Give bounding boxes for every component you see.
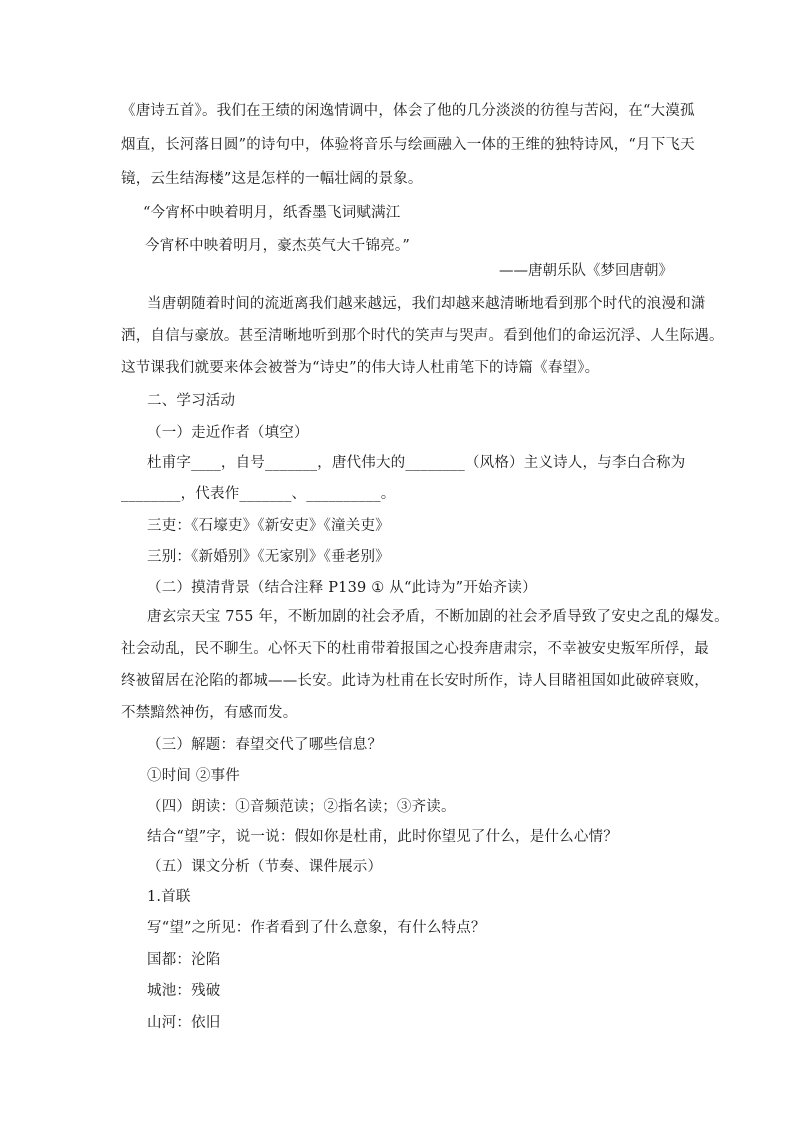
quote-line-2: 今宵杯中映着明月，豪杰英气大千锦亮。”	[145, 238, 410, 254]
quote-line-1: “今宵杯中映着明月，纸香墨飞词赋满江	[143, 205, 401, 221]
sub1-line-2: ________，代表作_______、__________。	[121, 486, 396, 502]
imagery-item: 城池：残破	[147, 983, 221, 999]
sub3-title: （三）解题：春望交代了哪些信息？	[147, 737, 383, 753]
sub4-question: 结合“望”字，说一说：假如你是杜甫，此时你望见了什么，是什么心情？	[147, 829, 618, 845]
sub5-title: （五）课文分析（节奏、课件展示）	[147, 859, 383, 875]
three-officials: 三吏：《石壕吏》《新安吏》《潼关吏》	[147, 518, 390, 534]
couplet1-question: 写“望”之所见：作者看到了什么意象，有什么特点？	[147, 920, 486, 936]
sub2-line-1: 唐玄宗天宝 755 年，不断加剧的社会矛盾，不断加剧的社会矛盾导致了安史之乱的爆发。	[147, 609, 729, 625]
para2-line-3: 这节课我们就要来体会被誉为“诗史”的伟大诗人杜甫笔下的诗篇《春望》。	[121, 360, 600, 376]
three-farewells: 三别：《新婚别》《无家别》《垂老别》	[147, 549, 390, 565]
sub3-answer: ①时间 ②事件	[147, 768, 241, 784]
sub4-title: （四）朗读：①音频范读；②指名读；③齐读。	[147, 799, 456, 815]
para2-line-1: 当唐朝随着时间的流逝离我们越来越远，我们却越来越清晰地看到那个时代的浪漫和潇	[147, 296, 706, 312]
sub2-title: （二）摸清背景（结合注释 P139 ① 从“此诗为”开始齐读）	[147, 580, 537, 596]
intro-line-1: 《唐诗五首》。我们在王绩的闲逸情调中，体会了他的几分淡淡的彷徨与苦闷，在“大漠孤	[121, 103, 695, 119]
couplet1-title: 1.首联	[147, 889, 191, 905]
sub1-line-1: 杜甫字____，自号_______，唐代伟大的________（风格）主义诗人，与李白合称为	[147, 455, 686, 471]
section2-title: 二、学习活动	[147, 393, 236, 409]
para2-line-2: 洒，自信与豪放。甚至清晰地听到那个时代的笑声与哭声。看到他们的命运沉浮、人生际遇。	[121, 328, 724, 344]
sub2-line-2: 社会动乱，民不聊生。心怀天下的杜甫带着报国之心投奔唐肃宗，不幸被安史叛军所俘，最	[121, 641, 709, 657]
sub2-line-4: 不禁黯然神伤，有感而发。	[121, 705, 298, 721]
sub1-title: （一）走近作者（填空）	[147, 425, 309, 441]
intro-line-2: 烟直，长河落日圆”的诗句中，体验将音乐与绘画融入一体的王维的独特诗风，“月下飞天	[121, 137, 695, 153]
imagery-item: 国都：沦陷	[147, 952, 221, 968]
imagery-item: 山河：依旧	[147, 1015, 221, 1031]
intro-line-3: 镜，云生结海楼”这是怎样的一幅壮阔的景象。	[121, 171, 423, 187]
quote-source: ——唐朝乐队《梦回唐朝》	[499, 263, 673, 279]
sub2-line-3: 终被留居在沦陷的都城——长安。此诗为杜甫在长安时所作，诗人目睹祖国如此破碎衰败，	[121, 673, 709, 689]
